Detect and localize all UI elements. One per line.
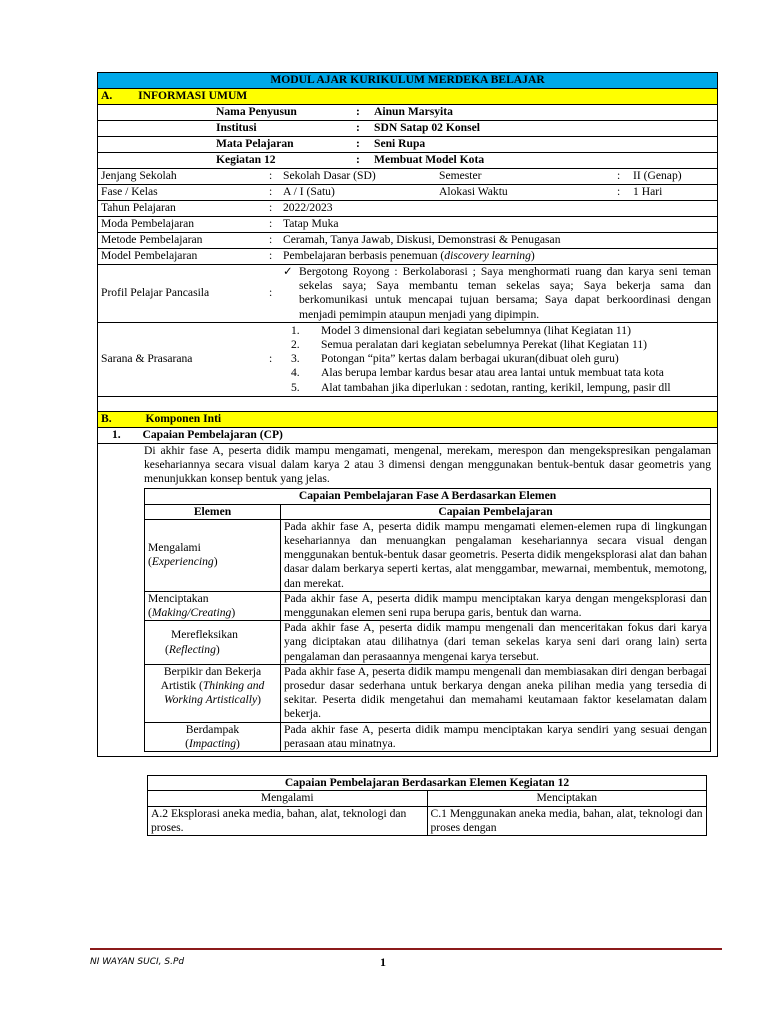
cp-kegiatan-cell: C.1 Menggunakan aneka media, bahan, alat, teknologi dan proses dengan	[427, 806, 707, 835]
column-header-capaian: Capaian Pembelajaran	[281, 504, 711, 519]
info-label: Nama Penyusun	[216, 105, 297, 118]
cp-heading: Capaian Pembelajaran (CP)	[142, 427, 283, 441]
cp-kegiatan-caption: Capaian Pembelajaran Berdasarkan Elemen Kegiatan 12	[148, 776, 707, 791]
table-row: Berdampak (Impacting) Pada akhir fase A, peserta didik mampu menciptakan karya sendiri yang sesuai dengan perasaan atau minatnya.	[145, 722, 711, 751]
element-description: Pada akhir fase A, peserta didik mampu menciptakan karya dengan mengeksplorasi dan menggunakan elemen seni rupa berupa garis, bentuk dan warna.	[281, 591, 711, 620]
alokasi-value: 1 Hari	[633, 185, 663, 198]
list-item: 4. Alas berupa lembar kardus besar atau area lantai untuk membuat tata kota	[291, 366, 664, 380]
cp-intro: Di akhir fase A, peserta didik mampu mengamati, mengenal, merekam, merespon dan mengekspresikan pengalaman kesehariannya secara visual dalam karya 2 atau 3 dimensi dengan menggunakan bentuk-bentuk dasar geometris yang menunjukkan konsep bentuk yang jelas.	[144, 443, 712, 486]
info-value: Seni Rupa	[374, 137, 426, 150]
info-colon: :	[356, 137, 360, 150]
page-number: 1	[380, 955, 386, 969]
column-header-mengalami: Mengalami	[148, 791, 428, 806]
model-value: Pembelajaran berbasis penemuan (discovery learning)	[283, 249, 535, 262]
info-row-penyusun	[98, 105, 718, 121]
element-english: Impacting	[188, 736, 236, 750]
list-item: 5. Alat tambahan jika diperlukan : sedotan, ranting, kerikil, lempung, pasir dll	[291, 380, 671, 394]
info-label: Institusi	[216, 121, 257, 134]
fase-label: Fase / Kelas	[101, 185, 158, 198]
table-row: Menciptakan (Making/Creating) Pada akhir fase A, peserta didik mampu menciptakan karya dengan mengeksplorasi dan menggunakan elemen seni rupa berupa garis, bentuk dan warna.	[145, 591, 711, 620]
jenjang-colon: :	[269, 169, 273, 182]
info-value: SDN Satap 02 Konsel	[374, 121, 480, 134]
tahun-colon: :	[269, 201, 273, 214]
element-english: Thinking and Working Artistically	[164, 679, 265, 707]
metode-value: Ceramah, Tanya Jawab, Diskusi, Demonstrasi & Penugasan	[283, 233, 561, 246]
info-label: Mata Pelajaran	[216, 137, 294, 150]
sarana-colon: :	[269, 352, 273, 366]
fase-value: A / I (Satu)	[283, 185, 335, 198]
element-description: Pada akhir fase A, peserta didik mampu mengenali dan membiasakan diri dengan berbagai prosedur dasar sederhana untuk berkarya dengan aneka pilihan media yang tersedia di sekitar. Peserta didik mengetahui dan memahami keutamaan faktor keselamatan dalam bekerja.	[281, 664, 711, 722]
info-value: Ainun Marsyita	[374, 105, 453, 118]
module-title: MODUL AJAR KURIKULUM MERDEKA BELAJAR	[98, 73, 718, 89]
sarana-label: Sarana & Prasarana	[101, 352, 193, 366]
profil-text: Bergotong Royong : Berkolaborasi ; Saya menghormati ruang dan karya seni teman sekelas saya; Saya membantu teman sekelas saya; Saya bekerja sama dan berkomunikasi untuk mencapai tujuan bersama; Saya dapat berkoordinasi dengan menjadi pemimpin ataupun menjadi yang dipimpin.	[299, 265, 712, 321]
element-name: Mengalami	[148, 541, 201, 555]
section-a-number: A.	[101, 89, 113, 102]
profil-label: Profil Pelajar Pancasila	[101, 286, 210, 300]
sarana-list	[283, 323, 717, 396]
cp-content-row	[98, 443, 718, 756]
element-english: Reflecting	[168, 642, 216, 656]
module-table	[97, 72, 718, 757]
element-english: Making/Creating	[151, 606, 232, 620]
element-description: Pada akhir fase A, peserta didik mampu mengamati elemen-elemen rupa di lingkungan kesehariannya dan menuangkan pengalaman kesehariannya secara visual dengan menggunakan bentuk-bentuk dasar geometris. Peserta didik mengeksplorasi alat dan bahan dasar dalam berkarya seperti kertas, alat menggambar, mewarnai, membentuk, memotong, dan merekat.	[281, 519, 711, 591]
section-a-title: INFORMASI UMUM	[138, 89, 248, 102]
checkmark-icon: ✓	[283, 265, 293, 278]
section-b-title: Komponen Inti	[145, 411, 222, 425]
model-label: Model Pembelajaran	[101, 249, 198, 262]
info-row-tahun	[98, 201, 718, 217]
info-colon: :	[356, 153, 360, 166]
list-item: 3. Potongan “pita” kertas dalam berbagai ukuran(dibuat oleh guru)	[291, 352, 619, 366]
cp-table-caption: Capaian Pembelajaran Fase A Berdasarkan Elemen	[145, 489, 711, 504]
element-description: Pada akhir fase A, peserta didik mampu mengenali dan menceritakan fokus dari karya yang diciptakan atau dilihatnya (dari teman sekelas karya seni dari orang lain) serta pengalaman dan perasaannya mengenai karya tersebut.	[281, 621, 711, 665]
table-row	[148, 806, 707, 835]
element-name: Merefleksikan	[171, 628, 238, 642]
moda-colon: :	[269, 217, 273, 230]
footer-author: NI WAYAN SUCI, S.Pd	[90, 957, 185, 967]
cp-kegiatan-table	[147, 775, 707, 836]
info-row-moda	[98, 217, 718, 233]
spacer-row	[98, 396, 718, 411]
cp-heading-row	[98, 427, 718, 443]
table-row: Merefleksikan (Reflecting) Pada akhir fase A, peserta didik mampu mengenali dan menceritakan fokus dari karya yang diciptakan atau dilihatnya (dari teman sekelas karya seni dari orang lain) serta pengalaman dan perasaannya mengenai karya tersebut.	[145, 621, 711, 665]
list-item: 1. Model 3 dimensional dari kegiatan sebelumnya (lihat Kegiatan 11)	[291, 323, 631, 337]
table-row: Berpikir dan Bekerja Artistik (Thinking and Working Artistically) Pada akhir fase A, peserta didik mampu mengenali dan membiasakan diri dengan berbagai prosedur dasar sederhana untuk berkarya dengan aneka pilihan media yang tersedia di sekitar. Peserta didik mengetahui dan memahami keutamaan faktor keselamatan dalam bekerja.	[145, 664, 711, 722]
info-row-metode	[98, 233, 718, 249]
info-value: Membuat Model Kota	[374, 153, 485, 166]
element-english: Experiencing	[151, 555, 214, 569]
info-colon: :	[356, 105, 360, 118]
sarana-row	[98, 322, 718, 396]
semester-value: II (Genap)	[633, 169, 682, 182]
column-header-elemen: Elemen	[145, 504, 281, 519]
semester-colon: :	[617, 169, 621, 182]
cp-element-table	[144, 488, 711, 752]
list-item: 2. Semua peralatan dari kegiatan sebelumnya Perekat (lihat Kegiatan 11)	[291, 338, 647, 352]
element-name: Berpikir dan Bekerja Artistik	[160, 664, 262, 693]
cp-number: 1.	[112, 427, 121, 441]
info-row-model	[98, 249, 718, 265]
section-b-number: B.	[101, 411, 112, 425]
info-row-jenjang	[98, 169, 718, 185]
section-b-row	[98, 411, 718, 427]
semester-label: Semester	[439, 169, 482, 182]
table-row: Mengalami (Experiencing) Pada akhir fase A, peserta didik mampu mengamati elemen-elemen rupa di lingkungan kesehariannya dan menuangkan pengalaman kesehariannya secara visual dengan menggunakan bentuk-bentuk dasar geometris. Peserta didik mengeksplorasi alat dan bahan dasar dalam berkarya seperti kertas, alat menggambar, mewarnai, membentuk, memotong, dan merekat.	[145, 519, 711, 591]
element-name: Menciptakan	[148, 591, 209, 605]
info-row-institusi	[98, 121, 718, 137]
metode-label: Metode Pembelajaran	[101, 233, 203, 246]
profil-colon: :	[269, 286, 273, 300]
document-page	[97, 72, 717, 836]
moda-label: Moda Pembelajaran	[101, 217, 195, 230]
cp-kegiatan-cell: A.2 Eksplorasi aneka media, bahan, alat, teknologi dan proses.	[148, 806, 428, 835]
alokasi-colon: :	[617, 185, 621, 198]
element-name: Berdampak	[185, 722, 240, 736]
footer-divider	[90, 948, 722, 950]
fase-colon: :	[269, 185, 273, 198]
model-colon: :	[269, 249, 273, 262]
info-row-fase	[98, 185, 718, 201]
section-a-row	[98, 89, 718, 105]
moda-value: Tatap Muka	[283, 217, 339, 230]
jenjang-value: Sekolah Dasar (SD)	[283, 169, 376, 182]
jenjang-label: Jenjang Sekolah	[101, 169, 177, 182]
tahun-label: Tahun Pelajaran	[101, 201, 176, 214]
metode-colon: :	[269, 233, 273, 246]
info-row-kegiatan	[98, 153, 718, 169]
info-label: Kegiatan 12	[216, 153, 276, 166]
title-row	[98, 73, 718, 89]
alokasi-label: Alokasi Waktu	[439, 185, 508, 198]
tahun-value: 2022/2023	[283, 201, 333, 214]
info-row-mapel	[98, 137, 718, 153]
column-header-menciptakan: Menciptakan	[427, 791, 707, 806]
element-description: Pada akhir fase A, peserta didik mampu menciptakan karya sendiri yang sesuai dengan perasaan atau minatnya.	[281, 722, 711, 751]
profil-row	[98, 265, 718, 323]
info-colon: :	[356, 121, 360, 134]
